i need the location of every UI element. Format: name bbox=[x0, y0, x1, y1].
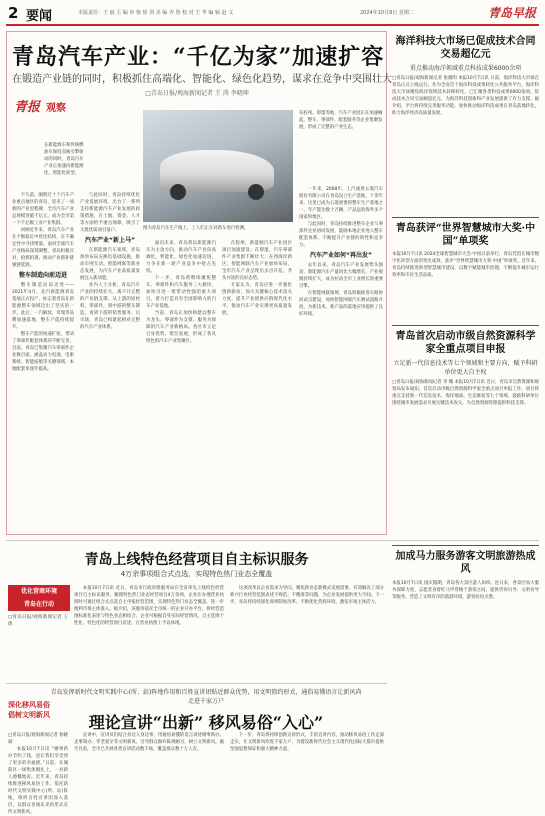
story2-byline: □青岛日报/观海新闻记者 王 倩 bbox=[8, 615, 68, 627]
story3-badge-line1: 深化移风易俗 bbox=[8, 701, 50, 709]
story2-badge-line1: 优化营商环境 bbox=[20, 588, 57, 595]
story2-badge-line2: 青岛在行动 bbox=[23, 601, 54, 608]
lead-paragraph: 不久前，刚跨过十个汽车产业重点地区的青岛，迎来了一项新的产业里程碑，全市汽车产业总规模突破千亿元，成为全市第一个千亿级工业产业集群。 bbox=[12, 193, 74, 226]
story3-column-3 bbox=[230, 732, 384, 788]
car-wheel-front bbox=[170, 184, 186, 200]
lead-column-5 bbox=[299, 186, 383, 530]
story3-headline[interactable]: 理论宣讲“出新” 移风易俗“入心” bbox=[88, 713, 324, 732]
brief-title[interactable]: 青岛首次启动市级自然资源科学家全重点项目申报 bbox=[395, 331, 536, 355]
story2-subheadline: 4万余事项组合式点选，实现特色热门业态全覆盖 bbox=[120, 570, 273, 578]
column-badge-main: 青报 bbox=[14, 100, 41, 115]
page-number: 2 bbox=[8, 4, 19, 22]
brief-title[interactable]: 海洋科技大市场已促成技术合同交易超亿元 bbox=[395, 36, 536, 60]
lead-paragraph: 整车制造向前迈进——2021年4月，北汽新能源青岛基地正式投产，标志着青岛在新能源整车领域迈出了坚实的一步。此后，一汽解放、奇瑞等品牌加速落地，整车产能持续提升。 bbox=[12, 283, 74, 330]
brief-body: 本报10月7日讯 2024全球智慧城市大会·中国日前举行，青岛凭借在城市数字化转型方面的突出成效，获评“世界智慧城市大奖·中国”单项奖。近年来，青岛持续推进新型智慧城市建设，以数字赋能城市治理，不断提升城市运行效率和市民生活品质。 bbox=[392, 252, 539, 278]
brief-body: 本报10月7日讯 国庆假期，青岛各大景区游人如织。连日来，各景区加大服务保障力度，志愿者身着红马甲穿梭于游客之间，提供咨询引导、文明劝导等服务，营造了文明有序的旅游环境，游客纷纷点赞。 bbox=[392, 581, 539, 600]
lead-photo-caption: 图为青岛汽车生产线上，工人们正在对新车进行检测。 bbox=[143, 226, 249, 231]
lead-column-1 bbox=[12, 192, 74, 530]
brief-body: □青岛日报/观海新闻记者 张晓明 本报10月7日讯 日前，海洋科技大市场在青岛正式上线运行。作为全省首个海洋科技成果转化公共服务平台，海洋科技大市场聚焦海洋领域技术转移转化，已汇聚各类科技成果6000余项，促成技术合同交易额超亿元，为海洋科技创新和产业发展提供了有力支撑。据介绍，平台将持续完善服务功能，加快推动海洋科技成果在青岛落地转化，助力海洋经济高质量发展。 bbox=[392, 76, 539, 116]
lead-paragraph: 整车产能的快速扩张，带动了零部件配套体系的不断完善。目前，青岛已集聚汽车零部件企业数百家，涵盖动力电池、电驱系统、智能座舱等关键领域，本地配套率逐年提高。 bbox=[12, 332, 74, 372]
section-name: 要闻 bbox=[26, 9, 53, 24]
lead-section-heading: 汽车产业如何“再出发” bbox=[310, 252, 372, 259]
story2-paragraph: 本报10月7日讯 近日，青岛市行政审批服务局在全省率先上线特色经营项目自主标识服务，梳理特色热门业态经营项目4万余项，企业在办理营业执照时可通过组合式点选自主申报经营范围，实现特色热门业态全覆盖，进一步便利市场主体准入。据介绍，该服务依托全市统一的企业开办平台，将经营范围标准化表述与特色业态相结合，企业可根据自身实际经营情况，自主选择个性化、特色化的经营项目表述，在营业执照上予以体现。 bbox=[74, 586, 224, 626]
section-divider bbox=[6, 683, 387, 684]
newspaper-logo: 青岛早报 bbox=[488, 6, 537, 20]
lead-column-2 bbox=[80, 192, 140, 530]
story2-column-2 bbox=[230, 585, 384, 680]
story2-column-1 bbox=[74, 585, 224, 680]
brief-title[interactable]: 青岛获评“世界智慧城市大奖·中国”单项奖 bbox=[395, 223, 536, 247]
brief-subtitle: 立足新一代信息技术等七个领域和主要方向，赋予科研单位更大自主权 bbox=[393, 360, 538, 376]
lead-subheadline: 在锻造产业链的同时，积极抓住高端化、智能化、绿色化趋势，谋求在竞争中突围壮大 bbox=[12, 74, 392, 85]
editor-credits: 本版责任：王 丽 主 编 审 核 徐 剑 美 编 齐 鲁 校 对 王 华 编 辑 赵 文 bbox=[78, 10, 234, 16]
lead-paragraph: 在智能网联领域，青岛积极推进车路协同试点建设，加快智能网联汽车测试道路开放，为新技术、新产品的落地应用提供了良好环境。 bbox=[299, 291, 383, 317]
story3-badge-line2: 倡树文明新风 bbox=[8, 711, 50, 719]
story3-column-2 bbox=[74, 732, 224, 788]
lead-paragraph: 业内人士分析，青岛汽车产业的持续壮大，离不开完整的产业链支撑。从上游的原材料、零部件，到中游的整车制造，再到下游的销售服务、后市场，青岛已构建起相对完整的汽车产业体系。 bbox=[80, 283, 140, 330]
lead-paragraph: 下一步，青岛将继续聚焦整车、零部件和汽车服务三大板块，加快引进一批带动性强的重大项目，着力打造具有全国影响力的汽车产业基地。 bbox=[146, 276, 216, 309]
lead-paragraph: 当前，青岛正加快构建以整车为龙头、零部件为支撑、服务为保障的汽车产业新格局。各区市立足自身优势，错位发展，形成了各具特色的汽车产业集聚区。 bbox=[146, 311, 216, 344]
lead-column-4 bbox=[222, 240, 292, 530]
lead-paragraph: 与此同时，青岛持续推进整车企业与零部件企业协同发展，鼓励本地企业进入整车配套体系，不断提升产业链的韧性和竞争力。 bbox=[299, 222, 383, 248]
lead-paragraph: 与此同时，青岛持续优化产业发展环境，出台了一系列支持新能源汽车产业发展的政策措施，在土地、资金、人才等方面给予重点保障，吸引了大批优质项目落户。 bbox=[80, 193, 140, 233]
lead-paragraph: 回顾近年来，青岛汽车产业在不断稳定中优化结构，在不确定性中寻找增量。面对全球汽车产业格局深刻调整，青岛积极应对，抢抓机遇，推动产业链补链强链延链。 bbox=[12, 228, 74, 268]
story3-column-1 bbox=[8, 732, 68, 815]
lead-section-heading: 整车制造向前迈进 bbox=[18, 272, 67, 279]
column-badge-sub: 观察 bbox=[46, 103, 66, 114]
story2-headline[interactable]: 青岛上线特色经营项目自主标识服务 bbox=[84, 552, 309, 568]
story3-paragraph: 下一步，青岛将持续创新宣讲形式，丰富宣讲内容，推动移风易俗工作走深走实，让文明新风吹进千家万户，为建设新时代社会主义现代化国际大都市提供坚强思想保证和强大精神力量。 bbox=[230, 733, 384, 752]
story3-byline: □青岛日报/观海新闻记者 杨晓斌 bbox=[8, 733, 68, 745]
page-header bbox=[0, 0, 545, 24]
brief-body: □青岛日报/观海新闻记者 李 娜 本报10月7日讯 近日，青岛市自然资源和规划局发布通知，首次启动市级自然资源科学家全重点项目申报工作。项目将重点支持新一代信息技术、海洋地质、生态修复等七个领域，鼓励科研单位围绕城市发展需求开展关键技术攻关，为自然资源管理提供科技支撑。 bbox=[392, 380, 539, 406]
story3-column-badge bbox=[8, 700, 68, 728]
lead-paragraph: 一年来，2008年，上汽通用五菱汽车股份有限公司在青岛设立生产基地，十余年来，这里已成为五菱重要的整车生产基地之一，年产能达数十万辆，产品远销海外多个国家和地区。 bbox=[299, 187, 383, 220]
lead-headline[interactable]: 青岛汽车产业：“千亿为家”加速扩容 bbox=[12, 44, 385, 70]
header-rule bbox=[6, 24, 539, 26]
story2-paragraph: 这项改革以企业需求为导向，聚焦新业态新模式发展需要，有效解决了部分新兴行业经营范围表述不规范、不精准等问题，为企业发展提供更大空间。下一步，青岛将持续深化商事制度改革，不断优化营商环境，激发市场主体活力。 bbox=[230, 586, 384, 605]
lead-caption-right: 在胶州、即墨等地，汽车产业园正在加速崛起，整车、零部件、配套服务等企业集聚发展，形成了完整的产业生态。 bbox=[299, 111, 383, 130]
story3-paragraph: 本报10月7日讯 “婚事新办节约了钱，也让我们享受到了更多的幸福感。”日前，在城阳区一场集体婚礼上，一对新人感慨地说。近年来，青岛持续推进移风易俗工作，依托新时代文明实践中心(所、站)阵地，组织百姓宣讲团深入基层，以群众喜闻乐见的形式宣传文明新风。 bbox=[8, 747, 68, 815]
lead-paragraph: 去年以来，青岛汽车产业发展势头强劲，新能源汽车产量同比大幅增长，产业规模持续扩大，成为拉动全市工业增长的重要引擎。 bbox=[299, 263, 383, 289]
right-bottom-brief bbox=[392, 545, 539, 788]
lead-paragraph: 在新能源汽车领域，青岛加快布局充换电基础设施，推动车网互动、智能网联等新业态发展，为汽车产业高质量发展注入新动能。 bbox=[80, 248, 140, 281]
right-news-column bbox=[392, 31, 539, 535]
lead-byline: □青岛日报/观海新闻记者 王 涛 李晓坤 bbox=[145, 90, 249, 97]
story3-paragraph: 宣讲中，宣讲员们结合身边人身边事，用通俗易懂的语言讲述婚事新办、丧事简办、孝老爱亲等文明新风，引导群众摒弃陈规陋习，树立文明新风。截至目前，全市已开展各类宣讲活动数千场，覆盖群众数十万人次。 bbox=[74, 733, 224, 752]
issue-date: 2024年10月8日 星期二 bbox=[360, 10, 414, 16]
lead-paragraph: 在胶州，新能源汽车产业园区项目加速建设；在即墨，汽车零部件产业集群不断壮大；在西海岸新区，智能网联汽车产业加快布局，全市汽车产业呈现出多点开花、齐头并进的良好态势。 bbox=[222, 241, 292, 281]
story2-column-badge bbox=[8, 585, 70, 611]
lead-paragraph: 面向未来，青岛将以新能源汽车为主攻方向，推动汽车产业向高端化、智能化、绿色化加速迈进，力争在新一轮产业竞争中抢占先机。 bbox=[146, 241, 216, 274]
car-wheel-rear bbox=[248, 184, 264, 200]
brief-divider bbox=[392, 325, 539, 326]
lead-paragraph: 专家认为，青岛应进一步强化创新驱动，加大关键核心技术攻关力度，提升产业链供应链现代化水平，推动汽车产业实现更高质量发展。 bbox=[222, 283, 292, 316]
lead-section-heading: 汽车产业“新上马” bbox=[85, 237, 135, 244]
brief-title[interactable]: 加成马力服务游客文明旅游热成风 bbox=[395, 551, 536, 575]
story2-byline-block bbox=[8, 614, 68, 678]
brief-divider bbox=[392, 545, 539, 546]
brief-divider bbox=[392, 217, 539, 218]
lead-caption-left: 在新能源车和传统燃油车保持双核引擎驱动的同时，青岛汽车产业正加速向新能源化、智能化转型。 bbox=[44, 143, 84, 176]
lead-column-3 bbox=[146, 240, 216, 530]
story3-intro: 青岛发挥新时代文明实践中心(所、站)阵地作用和百姓宣讲团贴近群众优势，用文明简约形式，通俗易懂语言让新风尚走进千家万户 bbox=[50, 689, 362, 705]
section-divider bbox=[6, 540, 539, 541]
brief-subtitle: 重点推动海洋领域重点科技成果6000余项 bbox=[409, 65, 522, 72]
